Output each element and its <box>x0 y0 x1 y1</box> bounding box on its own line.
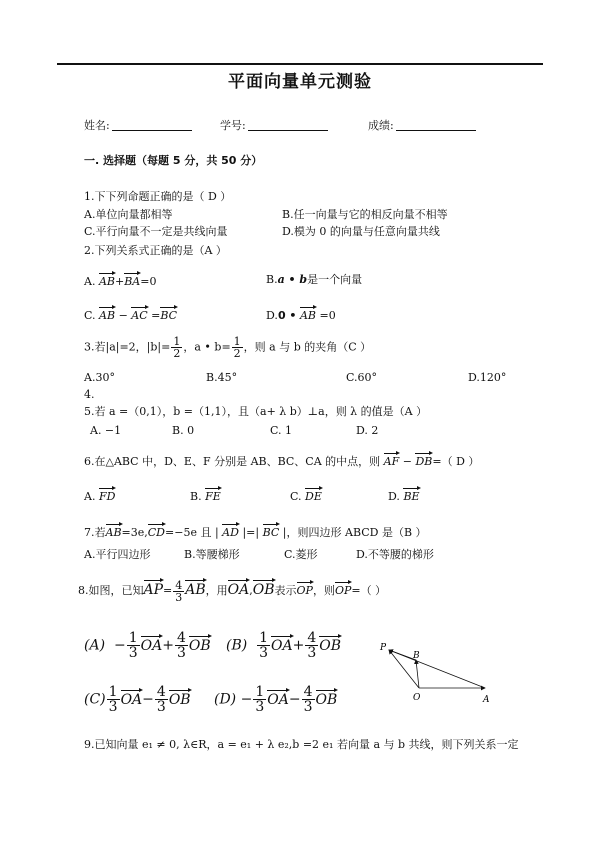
q3-fraction-1 <box>171 336 182 359</box>
q8-b-d2: 3 <box>307 645 317 661</box>
q3-f2-num: 1 <box>233 335 241 348</box>
q3-f1-num: 1 <box>173 335 181 348</box>
q2-a-vec1: AB <box>99 271 115 288</box>
q5-option-c[interactable]: C. 1 <box>270 424 293 437</box>
q6-vec2: DB <box>415 451 432 468</box>
q3-stem <box>84 336 371 359</box>
q6-option-a[interactable] <box>84 486 115 503</box>
id-field[interactable] <box>220 119 328 132</box>
label-p: P <box>380 643 387 653</box>
score-label: 成绩: <box>368 119 394 132</box>
q8-a-frac2 <box>175 631 188 660</box>
q8-p1: 8.如图，已知 <box>78 584 144 597</box>
q8-c-frac2 <box>155 685 168 714</box>
q5-stem: 5.若 a =（0,1），b =（1,1），且（a+ λ b）⊥a，则 λ 的值是（A ） <box>84 405 428 418</box>
q8-b-frac1 <box>257 631 270 660</box>
q7-vec3: AD <box>222 522 239 539</box>
q7-p3: =−5e 且 | <box>165 526 219 539</box>
q6-option-d[interactable] <box>388 486 420 503</box>
q8-f-num: 4 <box>175 578 183 592</box>
q1-option-c[interactable]: C.平行向量不一定是共线向量 <box>84 225 228 238</box>
q2-a-plus: + <box>114 275 125 288</box>
q8-d-frac1 <box>253 685 266 714</box>
q6-d-prefix: D. <box>388 490 400 503</box>
q7-option-d[interactable]: D.不等腰的梯形 <box>356 548 434 561</box>
q8-vec-ob: OB <box>253 578 275 599</box>
q6-d-vec: BE <box>403 486 419 503</box>
q8-option-a[interactable] <box>84 631 211 660</box>
q6-stem-post: =（ D ） <box>432 455 480 468</box>
q4-stem: 4. <box>84 388 95 401</box>
q6-a-prefix: A. <box>84 490 96 503</box>
q2-option-a[interactable] <box>84 271 156 288</box>
q6-minus: − <box>402 455 412 468</box>
q8-a-sign1: − <box>113 637 126 654</box>
q2-c-vec2: AC <box>131 305 147 322</box>
q3-fraction-2 <box>232 336 243 359</box>
q8-d-n1: 1 <box>255 684 265 700</box>
name-field[interactable] <box>84 119 192 132</box>
q2-c-vec3: BC <box>160 305 177 322</box>
q2-a-prefix: A. <box>84 275 96 288</box>
q8-c-n1: 1 <box>108 684 118 700</box>
q3-f2-den: 2 <box>233 347 241 360</box>
q2-a-eq: =0 <box>140 275 157 288</box>
q8-b-n1: 1 <box>259 630 269 646</box>
q3-f1-den: 2 <box>173 347 181 360</box>
q6-b-prefix: B. <box>190 490 202 503</box>
q8-a-sign2: + <box>162 637 174 654</box>
q5-option-d[interactable]: D. 2 <box>356 424 379 437</box>
q7-option-b[interactable]: B.等腰梯形 <box>184 548 240 561</box>
q3-option-c[interactable]: C.60° <box>346 371 378 384</box>
q6-vec1: AF <box>384 451 400 468</box>
q8-p3: 表示 <box>274 584 297 597</box>
q2-stem: 2.下列关系式正确的是（A ） <box>84 244 227 257</box>
q2-c-minus: − <box>118 309 128 322</box>
q2-a-vec2: BA <box>124 271 140 288</box>
q2-c-eq: = <box>151 309 161 322</box>
q8-option-b[interactable] <box>226 631 341 660</box>
q1-option-a[interactable]: A.单位向量都相等 <box>84 208 173 221</box>
q6-a-vec: FD <box>99 486 115 503</box>
q8-p5: =（ ） <box>351 584 387 597</box>
q8-vec-op-2: OP <box>335 580 351 597</box>
q7-p2: =3e, <box>121 526 148 539</box>
q8-b-n2: 4 <box>307 630 317 646</box>
q2-option-c[interactable] <box>84 305 177 322</box>
q3-option-b[interactable]: B.45° <box>206 371 238 384</box>
segment-o-b <box>416 660 419 688</box>
q8-c-frac1 <box>107 685 120 714</box>
q5-option-a[interactable]: A. −1 <box>90 424 122 437</box>
q6-c-prefix: C. <box>290 490 302 503</box>
q8-b-d1: 3 <box>259 645 269 661</box>
q6-stem <box>84 451 479 468</box>
score-field[interactable] <box>368 119 476 132</box>
q2-b-prefix: B. <box>266 273 278 286</box>
q8-a-va: OA <box>141 634 163 655</box>
q2-option-d[interactable] <box>266 305 336 322</box>
q7-p5: |，则四边形 ABCD 是（B ） <box>282 526 427 539</box>
q8-d-frac2 <box>302 685 315 714</box>
q1-option-b[interactable]: B.任一向量与它的相反向量不相等 <box>282 208 448 221</box>
q2-b-expr: a • b <box>277 273 308 286</box>
q7-vec2: CD <box>148 522 165 539</box>
q5-option-b[interactable]: B. 0 <box>172 424 195 437</box>
q8-d-sign2: − <box>288 691 301 708</box>
q7-option-a[interactable]: A.平行四边形 <box>84 548 151 561</box>
q8-a-frac1 <box>127 631 140 660</box>
q6-option-b[interactable] <box>190 486 221 503</box>
q8-c-vb: OB <box>169 688 191 709</box>
q8-comma: , <box>249 584 253 597</box>
q8-c-d2: 3 <box>156 699 166 715</box>
name-blank[interactable] <box>112 120 192 131</box>
q8-b-frac2 <box>305 631 318 660</box>
q2-d-prefix: D. <box>266 309 278 322</box>
q8-c-sign2: − <box>142 691 154 708</box>
q8-d-va: OA <box>267 688 289 709</box>
q3-tail: ，则 a 与 b 的夹角（C ） <box>243 340 372 354</box>
q9-stem: 9.已知向量 e₁ ≠ 0, λ∈R，a = e₁ + λ e₂,b =2 e₁ 若向量 a 与 b 共线，则下列关系一定 <box>84 738 519 751</box>
q8-b-label: (B) <box>226 637 248 654</box>
q7-p1: 7.若 <box>84 526 106 539</box>
q1-stem: 1.下下列命题正确的是（ D ） <box>84 190 232 203</box>
q8-d-d1: 3 <box>255 699 265 715</box>
q8-c-n2: 4 <box>156 684 166 700</box>
q3-option-d[interactable]: D.120° <box>468 371 507 384</box>
q8-a-d2: 3 <box>176 645 186 661</box>
q2-c-vec1: AB <box>99 305 115 322</box>
score-blank[interactable] <box>396 120 476 131</box>
q6-stem-pre: 6.在△ABC 中，D、E、F 分别是 AB、BC、CA 的中点，则 <box>84 455 381 468</box>
q8-d-vb: OB <box>316 688 338 709</box>
q8-a-n1: 1 <box>128 630 138 646</box>
q8-eq: = <box>163 584 173 597</box>
q6-b-vec: FE <box>205 486 221 503</box>
q8-a-vb: OB <box>189 634 211 655</box>
q8-option-d[interactable] <box>214 685 337 714</box>
q6-c-vec: DE <box>305 486 322 503</box>
q8-fraction <box>173 580 184 603</box>
q8-vec-oa: OA <box>228 578 250 599</box>
q8-c-va: OA <box>121 688 143 709</box>
label-o: O <box>413 693 421 703</box>
q3-option-a[interactable]: A.30° <box>84 371 115 384</box>
q8-d-label: (D) <box>214 691 237 708</box>
page-title: 平面向量单元测验 <box>228 72 372 92</box>
name-label: 姓名: <box>84 119 110 132</box>
q8-vec-op: OP <box>297 580 313 597</box>
q8-d-d2: 3 <box>303 699 313 715</box>
id-blank[interactable] <box>248 120 328 131</box>
q8-b-va: OA <box>271 634 293 655</box>
q2-d-zero: 0 • <box>277 309 297 322</box>
q8-p4: ，则 <box>312 584 335 597</box>
id-label: 学号: <box>220 119 246 132</box>
q8-option-c[interactable] <box>84 685 191 714</box>
q2-c-prefix: C. <box>84 309 96 322</box>
q8-b-sign2: + <box>292 637 305 654</box>
q2-d-vec: AB <box>300 305 316 322</box>
q8-vec-ab: AB <box>185 578 205 599</box>
q3-abs: |a|=2，|b|= <box>105 340 171 354</box>
q8-d-sign1: − <box>240 691 253 708</box>
q7-option-c[interactable]: C.菱形 <box>284 548 318 561</box>
q7-stem <box>84 522 427 539</box>
label-b: B <box>413 651 420 661</box>
q6-option-c[interactable] <box>290 486 322 503</box>
q7-p4: |=| <box>242 526 260 539</box>
q2-option-b[interactable] <box>266 273 362 286</box>
q7-vec4: BC <box>263 522 280 539</box>
q8-a-n2: 4 <box>176 630 186 646</box>
q8-figure <box>375 640 500 710</box>
q8-f-den: 3 <box>175 590 183 604</box>
q8-c-label: (C) <box>84 691 106 708</box>
q2-b-tail: 是一个向量 <box>307 273 363 286</box>
q8-stem <box>78 578 386 603</box>
q3-dot: ，a • b= <box>183 340 231 354</box>
q7-vec1: AB <box>106 522 122 539</box>
q8-a-d1: 3 <box>128 645 138 661</box>
label-a: A <box>483 695 490 705</box>
q8-b-vb: OB <box>319 634 341 655</box>
q8-c-d1: 3 <box>108 699 118 715</box>
q8-d-n2: 4 <box>303 684 313 700</box>
top-rule <box>57 63 543 65</box>
q2-d-eq: =0 <box>319 309 336 322</box>
q3-prefix: 3.若 <box>84 340 106 354</box>
section-heading: 一. 选择题（每题 5 分，共 50 分） <box>84 154 263 167</box>
q8-vec-ap: AP <box>144 578 164 599</box>
q8-p2: ，用 <box>205 584 228 597</box>
q8-a-label: (A) <box>84 637 106 654</box>
q1-option-d[interactable]: D.模为 0 的向量与任意向量共线 <box>282 225 440 238</box>
